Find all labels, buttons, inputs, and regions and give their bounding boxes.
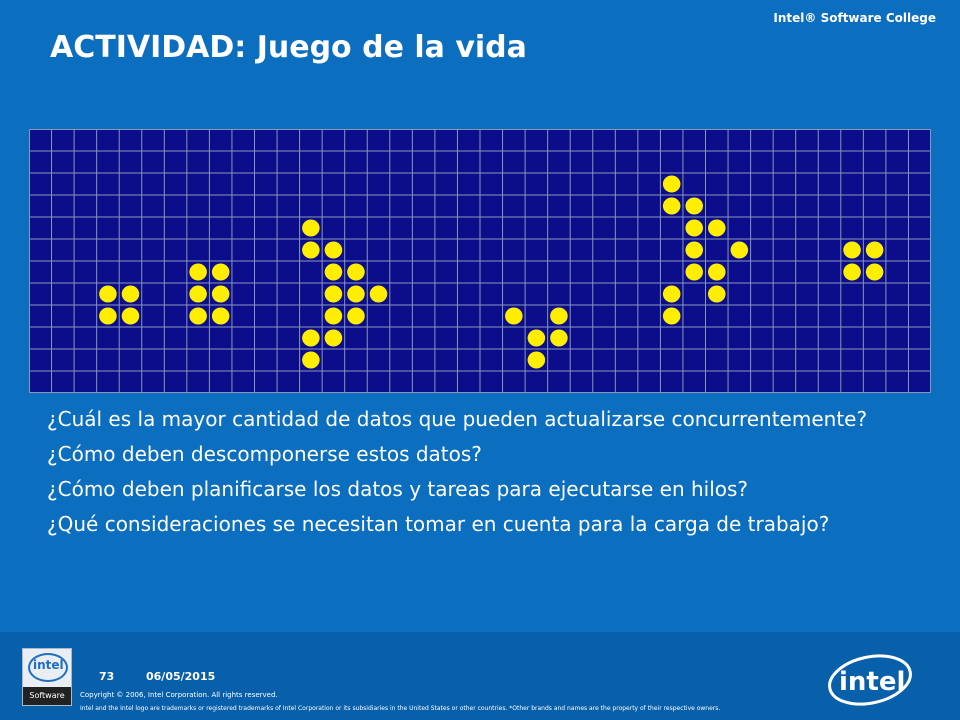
live-cell [731, 242, 749, 259]
software-logo-brand: intel [33, 658, 64, 672]
live-cell [212, 264, 230, 281]
live-cell [708, 264, 726, 281]
live-cell [347, 264, 365, 281]
live-cell [663, 286, 681, 303]
live-cell [843, 264, 861, 281]
live-cell [325, 264, 343, 281]
live-cell [99, 286, 117, 303]
intel-logo-text: intel [839, 667, 906, 697]
slide-title: ACTIVIDAD: Juego de la vida [50, 30, 527, 65]
live-cell [325, 330, 343, 347]
live-cell [663, 176, 681, 193]
live-cell [302, 352, 320, 369]
software-logo-label: Software [23, 687, 71, 705]
live-cell [212, 308, 230, 325]
disclaimer-text: Intel and the Intel logo are trademarks or registered trademarks of Intel Corporation or its subsidiaries in the United States or other countries. *Other brands and names are the property of their respective owners. [80, 705, 721, 712]
copyright-text: Copyright © 2006, Intel Corporation. All rights reserved. [80, 691, 278, 699]
live-cell [505, 308, 523, 325]
question-2: ¿Cómo deben descomponerse estos datos? [47, 442, 482, 466]
life-grid-container [29, 129, 931, 393]
live-cell [370, 286, 388, 303]
live-cell [550, 330, 568, 347]
live-cell [122, 308, 140, 325]
live-cell [685, 198, 703, 215]
live-cell [708, 286, 726, 303]
question-3: ¿Cómo deben planificarse los datos y tareas para ejecutarse en hilos? [47, 477, 749, 501]
intel-software-logo [22, 648, 72, 706]
live-cell [212, 286, 230, 303]
live-cell [685, 242, 703, 259]
live-cell [122, 286, 140, 303]
live-cell [663, 308, 681, 325]
live-cell [325, 308, 343, 325]
live-cell [685, 264, 703, 281]
live-cell [325, 242, 343, 259]
live-cell [685, 220, 703, 237]
live-cell [843, 242, 861, 259]
live-cell [302, 220, 320, 237]
live-cell [866, 242, 884, 259]
question-4: ¿Qué consideraciones se necesitan tomar en cuenta para la carga de trabajo? [47, 512, 830, 536]
question-1: ¿Cuál es la mayor cantidad de datos que pueden actualizarse concurrentemente? [47, 407, 868, 431]
live-cell [302, 330, 320, 347]
live-cell [528, 330, 546, 347]
live-cell [347, 286, 365, 303]
slide-date: 06/05/2015 [146, 670, 216, 683]
live-cell [550, 308, 568, 325]
live-cell [189, 264, 207, 281]
live-cell [347, 308, 365, 325]
live-cell [302, 242, 320, 259]
live-cell [866, 264, 884, 281]
live-cell [189, 308, 207, 325]
live-cell [325, 286, 343, 303]
intel-logo [826, 650, 916, 706]
live-cell [528, 352, 546, 369]
question-list [47, 407, 917, 547]
live-cell [708, 220, 726, 237]
live-cell [99, 308, 117, 325]
college-label: Intel® Software College [773, 11, 936, 25]
page-number: 73 [99, 670, 115, 683]
live-cell [663, 198, 681, 215]
live-cell [189, 286, 207, 303]
life-grid [29, 129, 931, 393]
